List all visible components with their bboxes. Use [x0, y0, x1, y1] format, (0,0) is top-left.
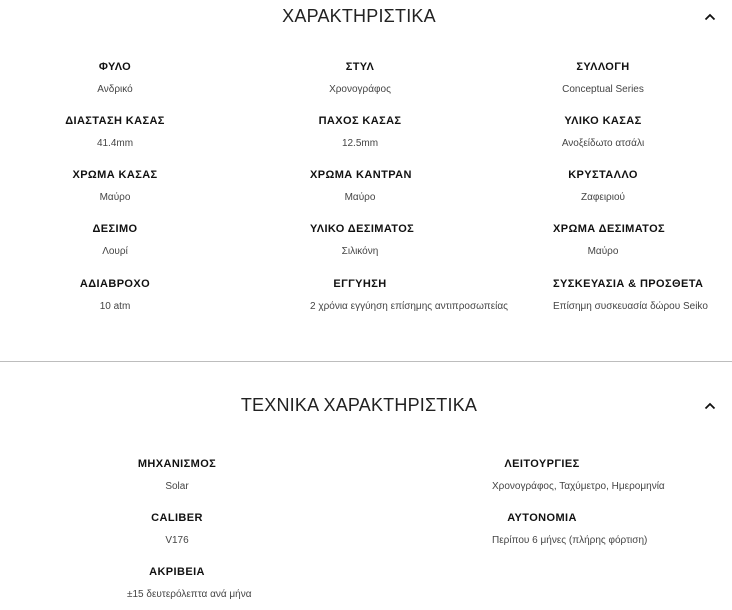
spec-strap-material — [310, 223, 415, 257]
characteristics-collapse-button[interactable] — [700, 7, 720, 27]
spec-case-size — [65, 115, 165, 149]
spec-value: V176 — [165, 535, 189, 546]
spec-label: ΛΕΙΤΟΥΡΓΙΕΣ — [504, 458, 580, 470]
spec-value: Μαύρο — [344, 192, 376, 203]
spec-label: ΑΔΙΑΒΡΟΧΟ — [79, 278, 151, 290]
spec-label: ΑΚΡΙΒΕΙΑ — [149, 566, 205, 578]
spec-label: ΔΕΣΙΜΟ — [92, 223, 138, 235]
spec-value: Σιλικόνη — [341, 246, 379, 257]
spec-warranty — [310, 278, 508, 312]
spec-value: 2 χρόνια εγγύηση επίσημης αντιπροσωπείας — [310, 301, 508, 312]
spec-strap-color — [553, 223, 666, 257]
spec-strap — [65, 223, 165, 257]
spec-value: Solar — [165, 481, 189, 492]
spec-gender — [65, 61, 165, 95]
spec-style — [310, 61, 410, 95]
spec-label: ΦΥΛΟ — [98, 61, 132, 73]
spec-label: ΣΥΛΛΟΓΗ — [576, 61, 630, 73]
spec-value: Χρονογράφος — [329, 84, 391, 95]
section-divider — [0, 361, 732, 362]
spec-case-thickness — [310, 115, 410, 149]
spec-label: ΠΑΧΟΣ ΚΑΣΑΣ — [318, 115, 402, 127]
spec-label: ΧΡΩΜΑ ΚΑΣΑΣ — [72, 169, 158, 181]
spec-value: Ζαφειριού — [581, 192, 625, 203]
spec-value: Μαύρο — [99, 192, 131, 203]
spec-value: Conceptual Series — [562, 84, 644, 95]
spec-collection — [553, 61, 653, 95]
spec-value: 12.5mm — [341, 138, 379, 149]
spec-packaging — [553, 278, 708, 312]
spec-value: ±15 δευτερόλεπτα ανά μήνα — [127, 589, 252, 600]
chevron-up-icon — [704, 13, 716, 21]
spec-value: 10 atm — [99, 301, 131, 312]
spec-label: ΔΙΑΣΤΑΣΗ ΚΑΣΑΣ — [65, 115, 165, 127]
spec-label: ΥΛΙΚΟ ΚΑΣΑΣ — [564, 115, 642, 127]
spec-case-material — [553, 115, 653, 149]
spec-dial-color — [310, 169, 410, 203]
spec-label: ΣΥΣΚΕΥΑΣΙΑ & ΠΡΟΣΘΕΤΑ — [553, 278, 704, 290]
spec-label: ΥΛΙΚΟ ΔΕΣΙΜΑΤΟΣ — [310, 223, 415, 235]
spec-crystal — [553, 169, 653, 203]
spec-value: Ανοξείδωτο ατσάλι — [561, 138, 645, 149]
technical-section — [0, 363, 732, 610]
spec-value: Μαύρο — [587, 246, 619, 257]
spec-accuracy — [127, 566, 252, 600]
spec-value: Επίσημη συσκευασία δώρου Seiko — [553, 301, 708, 312]
chevron-up-icon — [704, 402, 716, 410]
spec-label: ΧΡΩΜΑ ΚΑΝΤΡΑΝ — [310, 169, 412, 181]
spec-label: ΑΥΤΟΝΟΜΙΑ — [507, 512, 577, 524]
spec-label: ΕΓΓΥΗΣΗ — [333, 278, 387, 290]
spec-label: CALIBER — [151, 512, 203, 524]
technical-title: ΤΕΧΝΙΚΑ ΧΑΡΑΚΤΗΡΙΣΤΙΚΑ — [240, 395, 478, 415]
spec-label: ΜΗΧΑΝΙΣΜΟΣ — [137, 458, 217, 470]
spec-label: ΧΡΩΜΑ ΔΕΣΙΜΑΤΟΣ — [553, 223, 666, 235]
spec-value: Ανδρικό — [97, 84, 133, 95]
spec-value: 41.4mm — [96, 138, 134, 149]
spec-value: Λουρί — [102, 246, 128, 257]
spec-case-color — [65, 169, 165, 203]
spec-value: Περίπου 6 μήνες (πλήρης φόρτιση) — [492, 535, 648, 546]
spec-value: Χρονογράφος, Ταχύμετρο, Ημερομηνία — [492, 481, 665, 492]
spec-label: ΣΤΥΛ — [345, 61, 375, 73]
spec-functions — [492, 458, 665, 492]
spec-autonomy — [492, 512, 648, 546]
technical-collapse-button[interactable] — [700, 396, 720, 416]
spec-caliber — [127, 512, 227, 546]
spec-movement — [127, 458, 227, 492]
characteristics-title: ΧΑΡΑΚΤΗΡΙΣΤΙΚΑ — [282, 6, 436, 26]
spec-water-resistance — [65, 278, 165, 312]
spec-label: ΚΡΥΣΤΑΛΛΟ — [568, 169, 638, 181]
